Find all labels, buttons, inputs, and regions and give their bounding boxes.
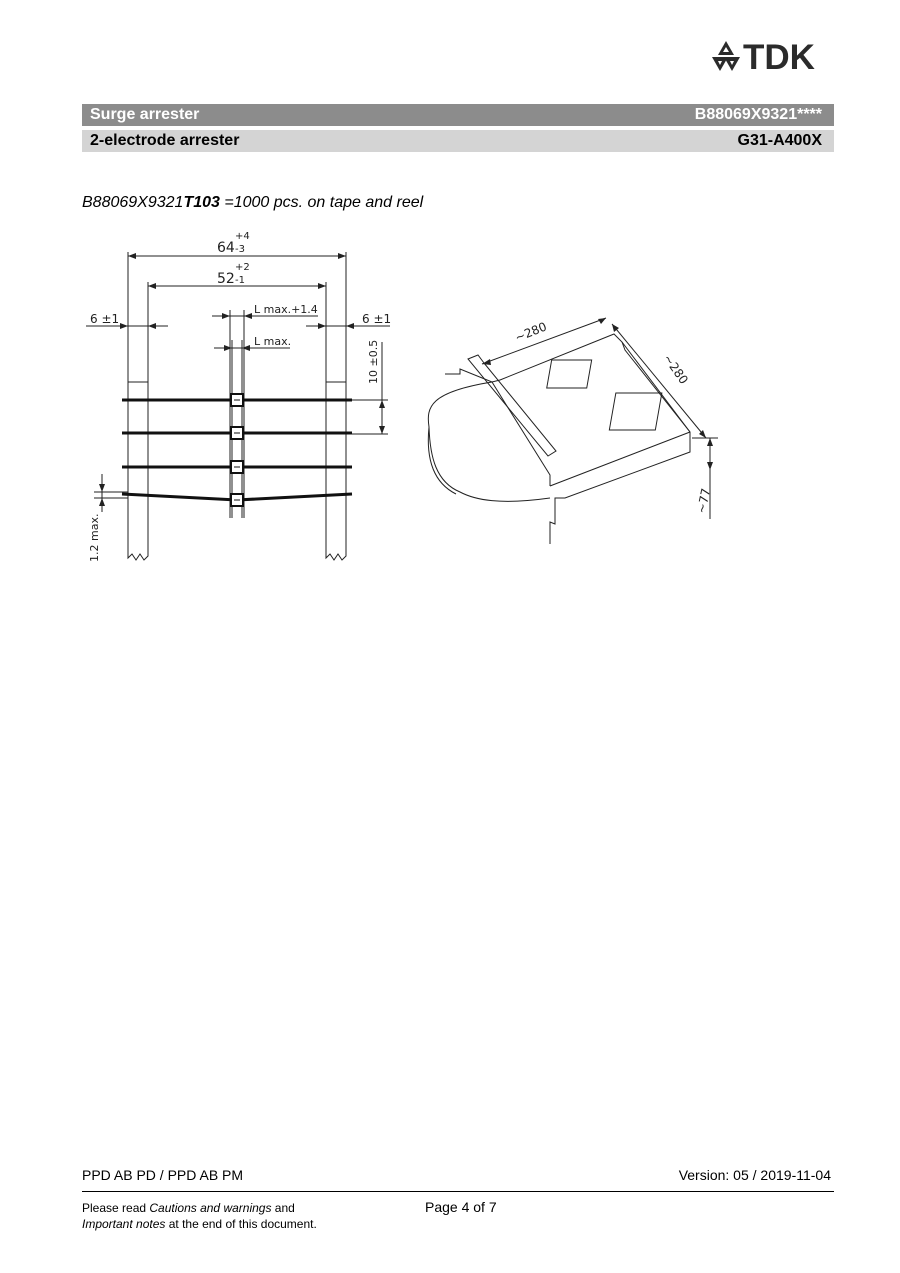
footer-divider xyxy=(82,1191,834,1192)
dim-offset: 1.2 max. xyxy=(88,513,101,562)
dim-tape-left: 6 ±1 xyxy=(90,312,120,326)
label-field xyxy=(547,360,592,388)
tape-and-reel-drawing xyxy=(80,222,740,572)
tdk-logo-text: TDK xyxy=(743,40,815,72)
product-name: Surge arrester xyxy=(90,106,200,123)
box-view xyxy=(428,318,718,544)
caption-prefix: B88069X9321 xyxy=(82,194,184,211)
tdk-logo xyxy=(710,40,836,72)
dim-tape-right: 6 ±1 xyxy=(362,312,392,326)
label-field xyxy=(609,393,662,430)
footer-note xyxy=(82,1200,317,1232)
arrester-leads xyxy=(122,400,352,500)
dim-lmax: L max. xyxy=(254,335,292,348)
dim-inner-width: 52 xyxy=(217,271,235,287)
type-bar xyxy=(82,130,834,152)
packing-caption xyxy=(82,194,423,212)
department: PPD AB PD / PPD AB PM xyxy=(82,1167,244,1183)
box-height: ~77 xyxy=(694,486,714,515)
page-number: Page 4 of 7 xyxy=(425,1199,497,1215)
part-number: B88069X9321**** xyxy=(694,106,822,123)
note-text-3: at the end of this document. xyxy=(165,1217,317,1231)
model-number: G31-A400X xyxy=(737,132,822,149)
dim-outer-tol-minus: -3 xyxy=(235,244,245,255)
arrester-bodies xyxy=(231,394,243,506)
product-type: 2-electrode arrester xyxy=(90,132,240,149)
product-bar xyxy=(82,104,834,126)
dim-lmax-plus: L max.+1.4 xyxy=(254,303,318,316)
tdk-symbol-icon xyxy=(712,41,740,71)
note-text-2: and xyxy=(271,1201,295,1215)
box-width: ~280 xyxy=(660,351,691,387)
dim-inner-tol-minus: -1 xyxy=(235,275,245,286)
box-length: ~280 xyxy=(512,319,549,345)
version: Version: 05 / 2019-11-04 xyxy=(678,1167,831,1183)
note-text-1: Please read xyxy=(82,1201,150,1215)
caption-code: T103 xyxy=(183,194,220,211)
dim-pitch: 10 ±0.5 xyxy=(367,339,380,384)
dim-outer-width: 64 xyxy=(217,240,235,256)
note-cautions: Cautions and warnings xyxy=(149,1201,272,1215)
dim-outer-tol-plus: +4 xyxy=(235,231,250,242)
arrester-electrodes xyxy=(234,400,240,500)
note-important: Important notes xyxy=(82,1217,166,1231)
caption-suffix: =1000 pcs. on tape and reel xyxy=(219,194,424,211)
dim-inner-tol-plus: +2 xyxy=(235,262,250,273)
